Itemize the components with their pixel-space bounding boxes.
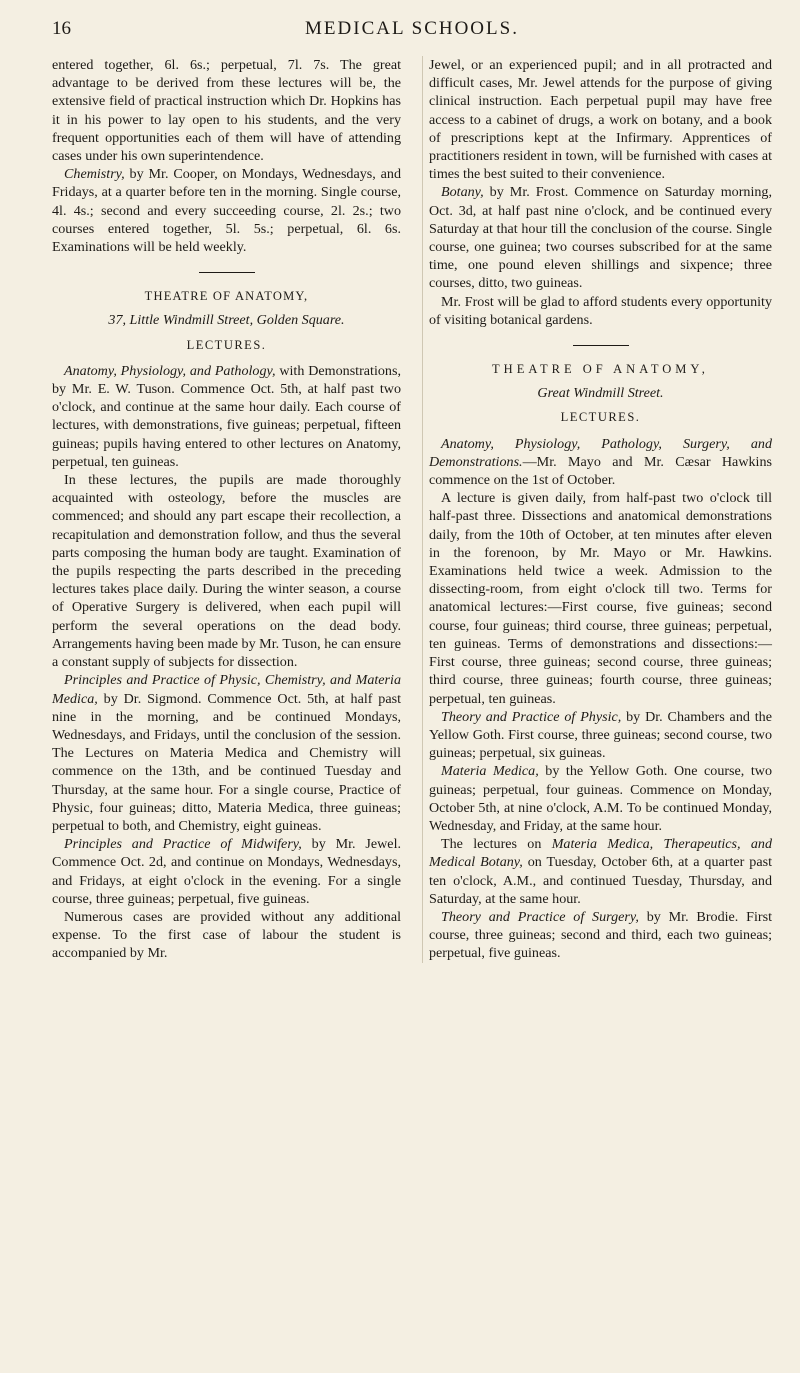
course-details: —Mr. Mayo and Mr. Cæsar Hawkins commence on the 1st of October. [429,453,772,489]
course-details: by Mr. Cooper, on Mondays, Wednesdays, and Fridays, at a quarter before ten in the morning. Single course, 4l. 4s.; second and every succeeding course, 2l. 2s.; two courses entered together, 5l. 5s.; perpetual, 6l. 6s. Examinations will be held weekly. [52,166,401,256]
section-divider [199,272,255,273]
course-details: by Mr. Frost. Commence on Saturday morning, Oct. 3d, at half past nine o'clock, and be continued every Saturday at that hour till the conclusion of the course. Single course, one guinea; two courses subscribed for at the same time, one pound eleven shillings and sixpence; three courses, ditto, two guineas. [429,184,772,292]
running-title: MEDICAL SCHOOLS. [305,18,519,39]
paragraph: Mr. Frost will be glad to afford students every opportunity of visiting botanical gardens. [429,293,772,328]
page-header [52,14,772,48]
course-details: by Mr. Jewel. Commence Oct. 2d, and continue on Mondays, Wednesdays, and Fridays, at eight o'clock in the evening. For a single course, three guineas; perpetual, five guineas. [52,836,402,907]
course-title: Materia Medica, [441,763,539,780]
paragraph [429,183,772,292]
course-details: by Mr. Brodie. First course, three guineas; second and third, each two guineas; perpetual, five guineas. [429,908,772,962]
course-title: Principles and Practice of Physic, Chemistry, and Materia Medica, [52,672,401,707]
paragraph-text: The lectures on [441,836,552,853]
page-number: 16 [52,18,71,39]
lectures-heading: LECTURES. [186,337,267,352]
paragraph: In these lectures, the pupils are made thoroughly acquainted with osteology, before the muscles are commenced; and should any part escape their recollection, a recapitulation and demonstration follow, and thus the several parts composing the human body are taught. Examination of the pupils respecting the parts described in the preceding lectures takes place daily. During the winter season, a course of Operative Surgery is delivered, when each pupil will perform the several operations on the dead body. Arrangements having been made by Mr. Tuson, he can ensure a constant supply of subjects for dissection. [52,472,401,671]
course-title: Materia Medica, Therapeutics, and Medical Botany, [429,836,772,871]
course-title: Botany, [441,184,484,201]
two-column-body [52,56,772,963]
paragraph [52,835,401,908]
section-heading: THEATRE OF ANATOMY, [492,362,709,377]
lectures-heading: LECTURES. [560,410,641,425]
course-details: by the Yellow Goth. One course, two guineas; perpetual, four guineas. Commence on Monday, October 5th, at nine o'clock, A.M. To be continued Monday, Wednesday, and Friday, at the same hour. [429,763,772,834]
paragraph [429,435,772,490]
course-title: Principles and Practice of Midwifery, [64,836,302,853]
course-title: Anatomy, Physiology, and Pathology, [64,362,276,379]
paragraph [429,908,772,963]
left-column [52,56,401,963]
paragraph [52,671,401,835]
section-divider [573,345,629,346]
right-column [422,56,772,963]
course-title: Theory and Practice of Surgery, [441,908,639,925]
paragraph [52,362,401,471]
paragraph [52,165,401,256]
course-details: by Dr. Sigmond. Commence Oct. 5th, at half past nine in the morning, and be continued Mondays, Wednesdays, and Fridays, until the conclusion of the session. The Lectures on Materia Medica and Chemistry will commence on the 13th, and be continued Tuesday and Thursday, at the same hour. For a single course, Practice of Physic, four guineas; ditto, Materia Medica, three guineas; perpetual to both, and Chemistry, eight guineas. [52,690,401,834]
section-heading: THEATRE OF ANATOMY, [144,289,309,304]
course-title: Chemistry, [64,166,125,183]
course-details: on Tuesday, October 6th, at a quarter past ten o'clock, A.M., and continued Tuesday, Thursday, and Saturday, at the same hour. [429,854,772,907]
paragraph: Numerous cases are provided without any additional expense. To the first case of labour the student is accompanied by Mr. [52,908,401,962]
course-title: Theory and Practice of Physic, [441,708,622,725]
section-address: 37, Little Windmill Street, Golden Square. [108,312,345,329]
section-address: Great Windmill Street. [537,385,664,402]
paragraph: entered together, 6l. 6s.; perpetual, 7l. 7s. The great advantage to be derived from these lectures will be, the extensive field of practical instruction which Dr. Hopkins has it in his power to lay open to his students, and the very frequent opportunities each of them will have of attending cases under his own superintendence. [52,57,401,165]
paragraph: Jewel, or an experienced pupil; and in all protracted and difficult cases, Mr. Jewel attends for the purpose of giving clinical instruction. Each perpetual pupil may have free access to a cabinet of drugs, a work on botany, and a book of prescriptions kept at the Infirmary. Apprentices of practitioners resident in town, will be furnished with cases at times the best suited to their convenience. [429,57,772,183]
course-title: Anatomy, Physiology, Pathology, Surgery, and Demonstrations. [429,435,772,470]
course-details: by Dr. Chambers and the Yellow Goth. First course, three guineas; second course, two guineas; perpetual, six guineas. [429,708,772,762]
paragraph [429,708,772,763]
paragraph [429,762,772,835]
course-details: with Demonstrations, by Mr. E. W. Tuson. Commence Oct. 5th, at half past two o'clock, and continue at the same hour daily. Each course of lectures, with demonstrations, five guineas; perpetual, fifteen guineas; pupils having entered to other lectures on Anatomy, perpetual, ten guineas. [52,362,401,470]
paragraph: A lecture is given daily, from half-past two o'clock till half-past three. Dissections and anatomical demonstrations daily, from the 10th of October, at ten minutes after eleven in the forenoon, by Mr. Mayo or Mr. Hawkins. Examinations held twice a week. Admission to the dissecting-room, from eight o'clock till two. Terms for anatomical lectures:—First course, five guineas; second course, four guineas; third course, three guineas; perpetual, ten guineas. Terms of demonstrations and dissections:—First course, three guineas; second course, three guineas; third course, three guineas; fourth course, three guineas; perpetual, ten guineas. [429,490,772,707]
paragraph [429,835,772,908]
